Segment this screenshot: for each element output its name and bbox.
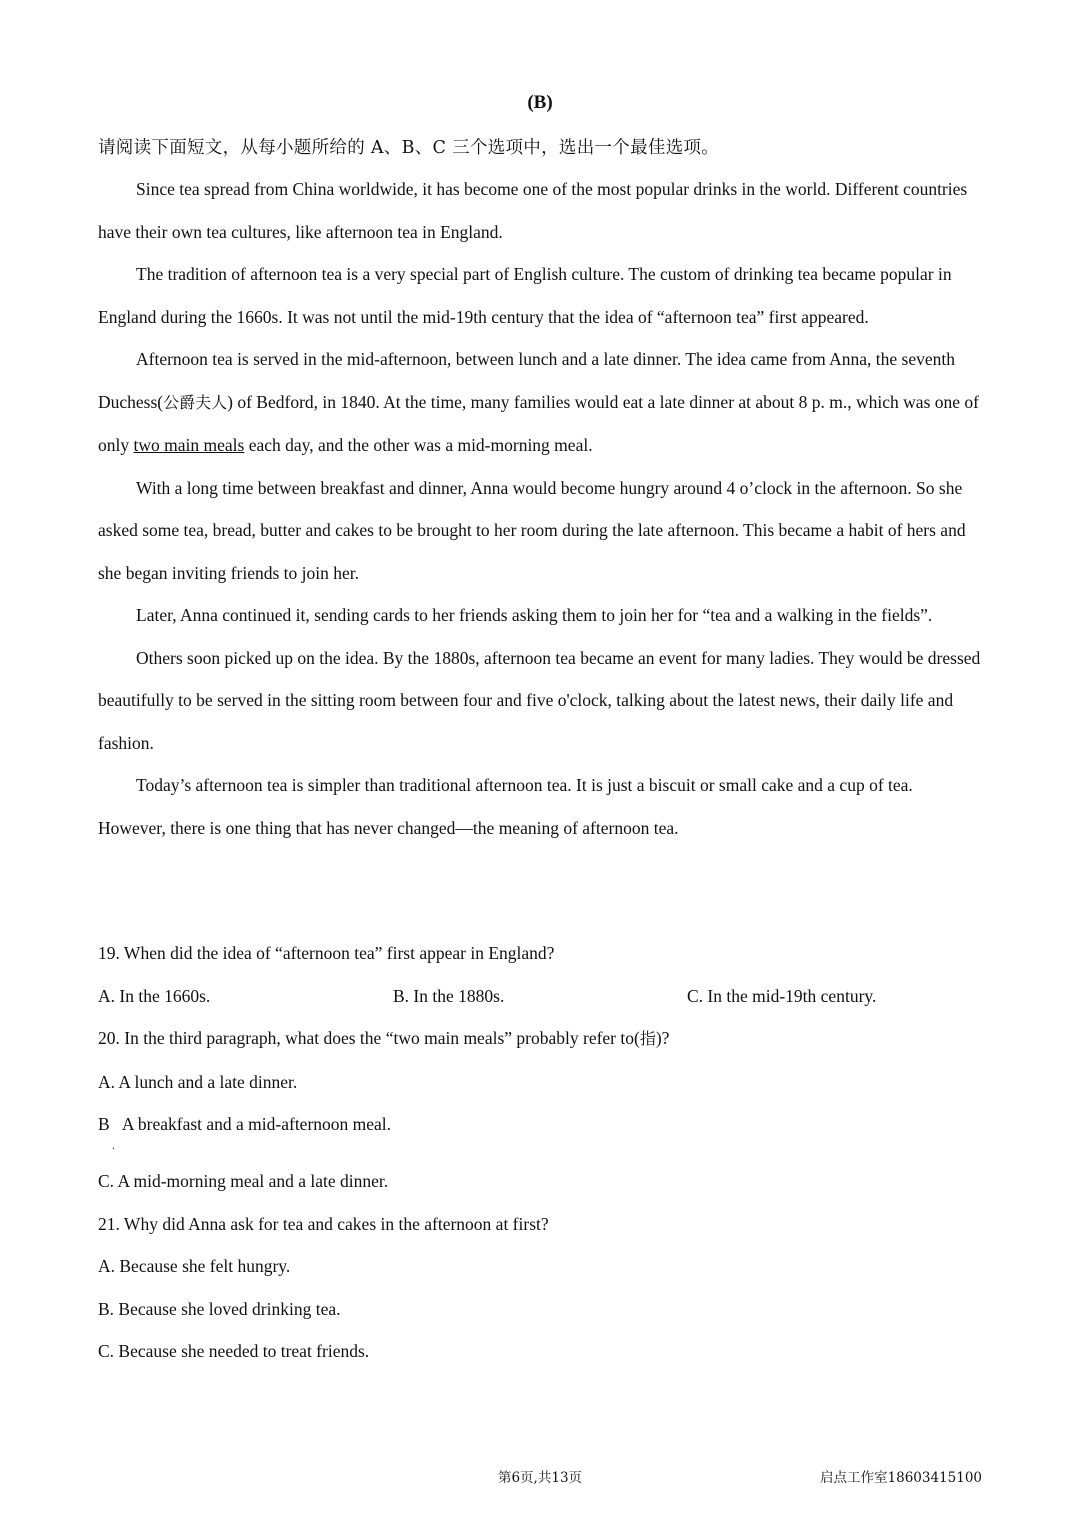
passage-paragraph-6: Others soon picked up on the idea. By the 1880s, afternoon tea became an event for many ladies. They would be dressed beautifully to be served in the sitting room between four and five o'clock, talking about the latest news, their daily life and fashion. xyxy=(98,647,981,753)
question-19-option-b: B. In the 1880s. xyxy=(393,985,505,1006)
paragraph-3-part-b: ) of Bedford, in 1840. At the time, many families would eat a late dinner at about 8 p. m., which was one of only xyxy=(98,391,979,455)
section-title: (B) xyxy=(527,92,553,113)
paragraph-3-chinese-gloss: 公爵夫人 xyxy=(163,392,228,412)
instruction-text: 请阅读下面短文，从每小题所给的 A、B、C 三个选项中，选出一个最佳选项。 xyxy=(98,138,720,158)
question-20-option-b: B A breakfast and a mid-afternoon meal. xyxy=(98,1114,392,1134)
question-21-option-c: C. Because she needed to treat friends. xyxy=(98,1341,370,1361)
stray-dot: . xyxy=(112,1138,115,1152)
studio-contact: 启点工作室18603415100 xyxy=(820,1470,982,1486)
question-21-option-a: A. Because she felt hungry. xyxy=(98,1256,291,1276)
question-21-option-b: B. Because she loved drinking tea. xyxy=(98,1298,341,1319)
paragraph-3-part-a: Afternoon tea is served in the mid-afternoon, between lunch and a late dinner. The idea came from Anna, the seventh Duchess( xyxy=(98,349,955,412)
page-number: 第6页,共13页 xyxy=(497,1470,583,1486)
passage-paragraph-1: Since tea spread from China worldwide, it has become one of the most popular drinks in the world. Different countries have their own tea cultures, like afternoon tea in England. xyxy=(98,179,968,242)
questions-section xyxy=(98,932,984,1373)
reading-passage xyxy=(98,168,984,849)
passage-paragraph-5: Later, Anna continued it, sending cards to her friends asking them to join her for “tea and a walking in the fields”. xyxy=(136,605,933,625)
question-20-option-c: C. A mid-morning meal and a late dinner. xyxy=(98,1171,389,1191)
question-19-options xyxy=(98,975,984,1018)
underlined-phrase: two main meals xyxy=(133,435,245,455)
question-21-stem: 21. Why did Anna ask for tea and cakes in the afternoon at first? xyxy=(98,1213,549,1234)
question-19-option-c: C. In the mid-19th century. xyxy=(687,985,877,1006)
passage-paragraph-4: With a long time between breakfast and dinner, Anna would become hungry around 4 o’clock in the afternoon. So she asked some tea, bread, butter and cakes to be brought to her room during the late afternoon. This became a habit of hers and she began inviting friends to join her. xyxy=(98,477,966,583)
question-20-stem-part-a: 20. In the third paragraph, what does the “two main meals” probably refer to( xyxy=(98,1028,640,1048)
passage-paragraph-3 xyxy=(98,338,984,467)
question-20-stem xyxy=(98,1017,984,1061)
question-19-option-a: A. In the 1660s. xyxy=(98,985,211,1006)
question-20-stem-part-b: )? xyxy=(655,1028,670,1048)
passage-paragraph-2: The tradition of afternoon tea is a very special part of English culture. The custom of drinking tea became popular in England during the 1660s. It was not until the mid-19th century that the idea of “afternoon tea” first appeared. xyxy=(98,264,952,327)
question-20-option-a: A. A lunch and a late dinner. xyxy=(98,1071,298,1092)
paragraph-3-part-c: each day, and the other was a mid-morning meal. xyxy=(244,435,593,455)
question-19-stem: 19. When did the idea of “afternoon tea” first appear in England? xyxy=(98,943,555,963)
question-20-chinese-gloss: 指 xyxy=(639,1029,656,1048)
passage-paragraph-7: Today’s afternoon tea is simpler than traditional afternoon tea. It is just a biscuit or small cake and a cup of tea. However, there is one thing that has never changed—the meaning of afternoon tea. xyxy=(98,775,913,838)
question-20-option-b-row xyxy=(98,1103,984,1160)
